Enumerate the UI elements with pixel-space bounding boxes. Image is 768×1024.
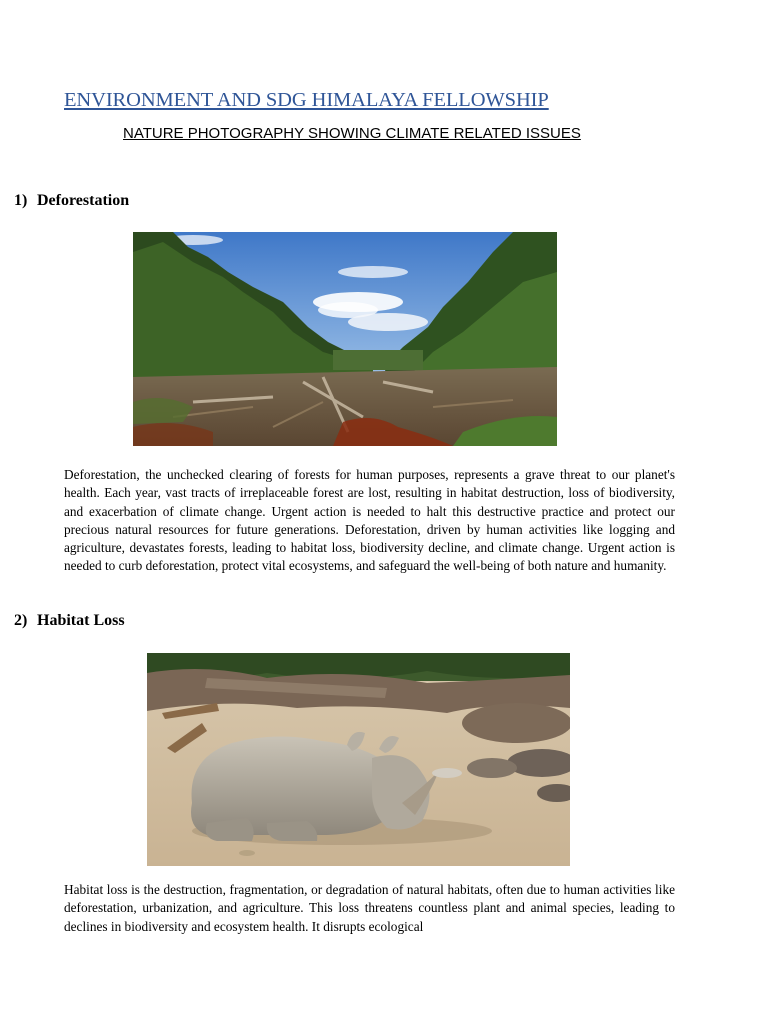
section-heading-habitat-loss bbox=[14, 612, 125, 630]
section-paragraph-deforestation: Deforestation, the unchecked clearing of forests for human purposes, represents a grave threat to our planet's health. Each year, vast tracts of irreplaceable forest are lost, resulting in habitat destruction, loss of biodiversity, and exacerbation of climate change. Urgent action is needed to halt this destructive practice and protect our precious natural resources for future generations. Deforestation, driven by human activities like logging and agriculture, devastates forests, leading to habitat loss, biodiversity decline, and climate change. Urgent action is needed to curb deforestation, protect vital ecosystems, and safeguard the well-being of both nature and humanity. bbox=[64, 467, 675, 574]
section-heading-deforestation bbox=[14, 192, 129, 210]
section-title: Deforestation bbox=[37, 192, 130, 209]
section-number: 1) bbox=[14, 192, 28, 209]
document-subtitle: NATURE PHOTOGRAPHY SHOWING CLIMATE RELATED ISSUES bbox=[123, 125, 581, 142]
deforestation-photo bbox=[133, 232, 557, 446]
document-title: ENVIRONMENT AND SDG HIMALAYA FELLOWSHIP bbox=[64, 89, 549, 111]
rhino-photo bbox=[147, 653, 570, 866]
section-paragraph-habitat-loss: Habitat loss is the destruction, fragmentation, or degradation of natural habitats, often due to human activities like deforestation, urbanization, and agriculture. This loss threatens countless plant and animal species, leading to declines in biodiversity and ecosystem health. It disrupts ecological bbox=[64, 882, 675, 934]
section-title: Habitat Loss bbox=[37, 612, 125, 629]
section-number: 2) bbox=[14, 612, 28, 629]
